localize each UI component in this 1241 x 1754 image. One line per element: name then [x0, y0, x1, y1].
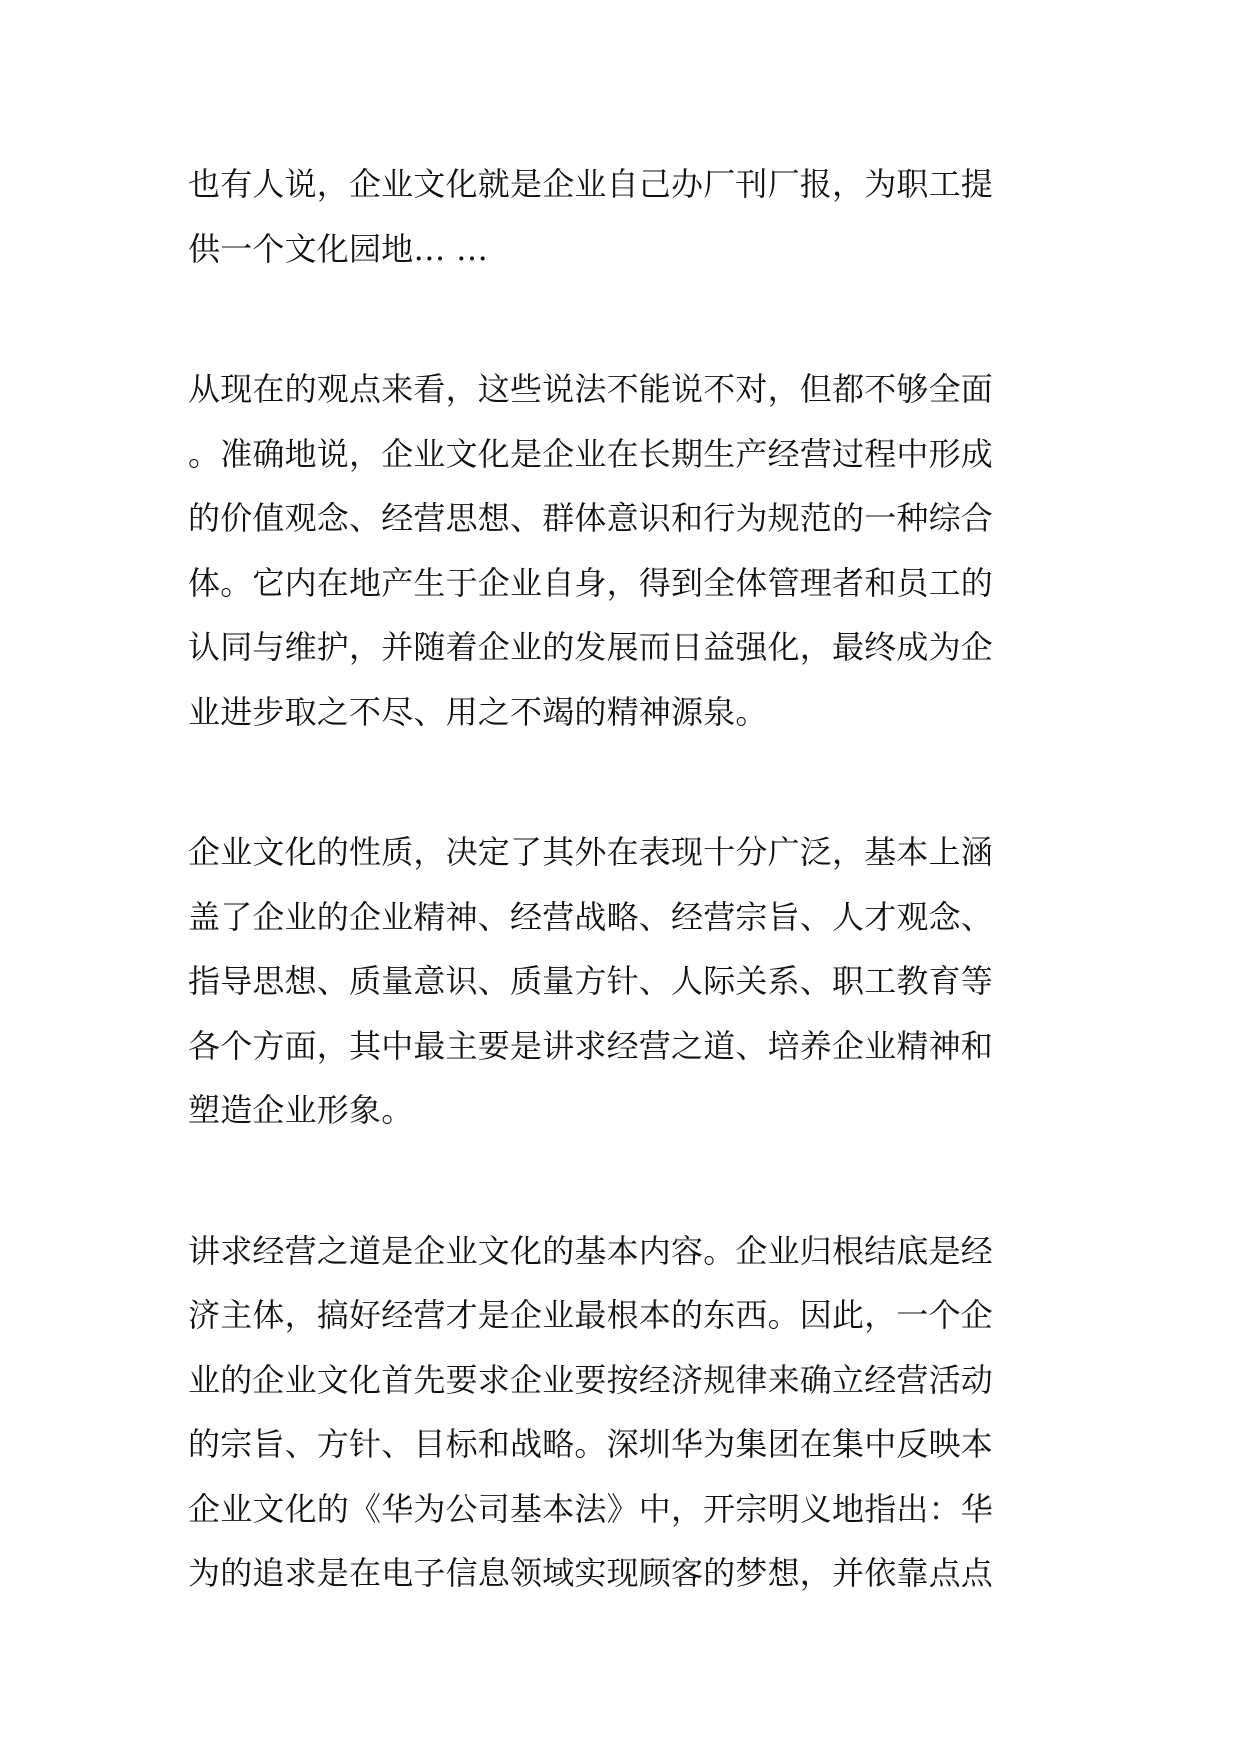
- text-line: 认同与维护，并随着企业的发展而日益强化，最终成为企: [188, 628, 994, 666]
- text-line: 济主体，搞好经营才是企业最根本的东西。因此，一个企: [188, 1296, 994, 1334]
- text-line: 为的追求是在电子信息领域实现顾客的梦想，并依靠点点: [188, 1554, 994, 1592]
- text-line: 。准确地说，企业文化是企业在长期生产经营过程中形成: [188, 434, 994, 473]
- text-line: 的价值观念、经营思想、群体意识和行为规范的一种综合: [188, 499, 994, 537]
- paragraph-2: [188, 357, 1020, 744]
- text-line: 盖了企业的企业精神、经营战略、经营宗旨、人才观念、: [188, 897, 994, 936]
- paragraph-1: [188, 152, 1020, 281]
- text-line: 讲求经营之道是企业文化的基本内容。企业归根结底是经: [188, 1231, 994, 1270]
- text-line: 塑造企业形象。: [188, 1091, 414, 1129]
- text-line: 各个方面，其中最主要是讲求经营之道、培养企业精神和: [188, 1026, 994, 1065]
- text-line: 也有人说，企业文化就是企业自己办厂刊厂报，为职工提: [188, 165, 994, 203]
- body-text: [188, 152, 1020, 1682]
- paragraph-4: [188, 1219, 1020, 1606]
- text-line: 体。它内在地产生于企业自身，得到全体管理者和员工的: [188, 563, 994, 602]
- text-line: 的宗旨、方针、目标和战略。深圳华为集团在集中反映本: [188, 1425, 994, 1463]
- text-line: 从现在的观点来看，这些说法不能说不对，但都不够全面: [188, 370, 994, 408]
- text-line: 业的企业文化首先要求企业要按经济规律来确立经营活动: [188, 1360, 994, 1399]
- text-line: 企业文化的性质，决定了其外在表现十分广泛，基本上涵: [188, 833, 994, 871]
- text-line: 指导思想、质量意识、质量方针、人际关系、职工教育等: [188, 962, 994, 1000]
- text-line: 供一个文化园地… …: [188, 229, 489, 268]
- paragraph-3: [188, 820, 1020, 1143]
- text-line: 业进步取之不尽、用之不竭的精神源泉。: [188, 692, 768, 731]
- text-line: 企业文化的《华为公司基本法》中，开宗明义地指出：华: [188, 1489, 994, 1528]
